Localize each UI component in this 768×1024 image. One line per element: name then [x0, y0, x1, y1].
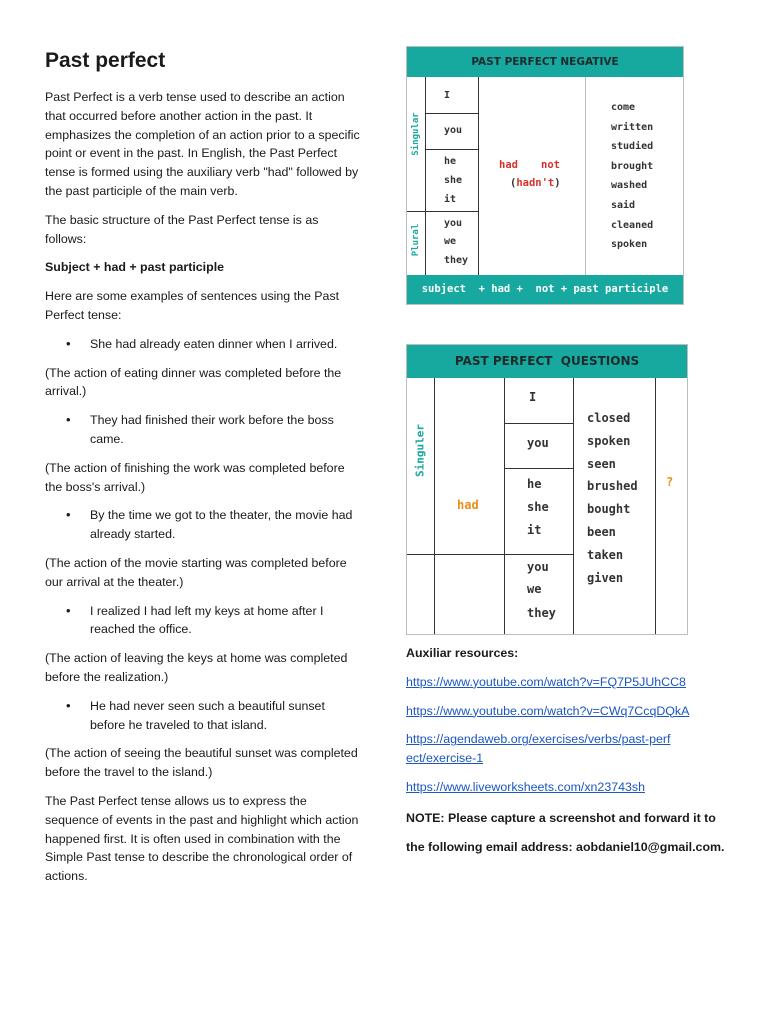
- verb: washed: [611, 180, 648, 192]
- intro-paragraph: Past Perfect is a verb tense used to describe an action that occurred before another action in the past. It emphasizes the completion of an action prior to a specific point or event in the past. In English, the Past Perfect tense is formed using the auxiliary verb "had" followed by the past participle of the main verb.: [45, 90, 360, 198]
- example-sentence: • By the time we got to the theater, the movie had already started.: [45, 506, 363, 544]
- subject-you-plural: you: [527, 560, 549, 574]
- verb-list: [611, 98, 653, 255]
- verb: cleaned: [611, 219, 654, 231]
- resource-link-1[interactable]: https://www.youtube.com/watch?v=FQ7P5JUhCC8: [406, 674, 686, 689]
- subject-we: we: [444, 236, 457, 247]
- example-list-1: [45, 335, 363, 354]
- subject-they: they: [444, 255, 469, 266]
- examples-intro: Here are some examples of sentences using the Past Perfect tense:: [45, 289, 340, 322]
- negative-table-header: PAST PERFECT NEGATIVE: [407, 47, 683, 77]
- resources-section: [406, 644, 736, 856]
- verb: studied: [611, 141, 654, 153]
- structure-intro: The basic structure of the Past Perfect tense is as follows:: [45, 212, 319, 246]
- verb: spoken: [587, 433, 631, 448]
- verb: given: [587, 570, 624, 585]
- example-explanation: (The action of finishing the work was completed before the boss's arrival.): [45, 460, 345, 494]
- example-explanation: (The action of seeing the beautiful sunset was completed before the travel to the island.): [45, 746, 358, 780]
- singular-label: Singular: [411, 112, 421, 156]
- verb: written: [611, 121, 654, 133]
- example-explanation: (The action of the movie starting was completed before our arrival at the theater.): [45, 555, 347, 589]
- subject-it: it: [444, 194, 457, 205]
- example-sentence: • I realized I had left my keys at home after I reached the office.: [45, 602, 363, 640]
- example-list-3: [45, 506, 363, 544]
- questions-table-header: PAST PERFECT QUESTIONS: [407, 345, 687, 378]
- subject-you: you: [527, 436, 549, 450]
- subject-she: she: [527, 500, 549, 514]
- note-line-2: the following email address: aobdaniel10@gmail.com.: [406, 839, 725, 854]
- verb: been: [587, 524, 616, 539]
- note-line-1: NOTE: Please capture a screenshot and forward it to: [406, 810, 716, 825]
- subject-they: they: [527, 606, 556, 620]
- verb: come: [611, 102, 636, 113]
- subject-i: I: [529, 390, 537, 404]
- verb: taken: [587, 547, 624, 562]
- subject-we: we: [527, 582, 542, 596]
- subject-he: he: [444, 156, 457, 167]
- subject-you-plural: you: [444, 218, 463, 229]
- questions-table: [406, 344, 688, 635]
- verb: bought: [587, 502, 631, 517]
- subject-you: you: [444, 125, 463, 136]
- negative-table-footer: subject + had + not + past participle: [407, 275, 683, 304]
- singular-label: Singuler: [413, 424, 427, 477]
- verb: brought: [611, 160, 654, 172]
- verb-list: [587, 407, 638, 589]
- page-title: Past perfect: [45, 49, 166, 72]
- example-explanation: (The action of eating dinner was completed before the arrival.): [45, 365, 342, 399]
- example-explanation: (The action of leaving the keys at home was completed before the realization.): [45, 651, 348, 684]
- verb: closed: [587, 411, 631, 425]
- negative-table: [406, 46, 684, 305]
- question-mark: ?: [666, 475, 674, 489]
- verb: spoken: [611, 239, 648, 251]
- subject-i: I: [444, 90, 451, 101]
- aux-had: had: [457, 498, 479, 512]
- plural-label: Plural: [411, 223, 421, 257]
- subject-she: she: [444, 175, 463, 186]
- example-sentence: • He had never seen such a beautiful sunset before he traveled to that island.: [45, 697, 363, 735]
- resource-link-2[interactable]: https://www.youtube.com/watch?v=CWq7CcqDQkA: [406, 703, 690, 718]
- example-list-4: [45, 602, 363, 640]
- conclusion-paragraph: The Past Perfect tense allows us to express the sequence of events in the past and highlight which action happened first. It is often used in combination with the Simple Past tense to describe the chronological order of actions.: [45, 793, 359, 884]
- resource-link-3[interactable]: https://agendaweb.org/exercises/verbs/past-perfect/exercise-1: [406, 732, 671, 766]
- verb: said: [611, 199, 636, 211]
- structure-formula: Subject + had + past participle: [45, 260, 225, 275]
- example-sentence: • They had finished their work before the boss came.: [45, 411, 363, 449]
- article: [45, 48, 363, 896]
- aux-had: had: [499, 159, 518, 171]
- verb: seen: [587, 456, 616, 471]
- resource-link-4[interactable]: https://www.liveworksheets.com/xn23743sh: [406, 779, 645, 794]
- verb: brushed: [587, 479, 638, 494]
- contraction: (hadn't): [510, 177, 561, 189]
- negation-not: not: [541, 159, 560, 171]
- example-sentence: • She had already eaten dinner when I arrived.: [45, 335, 363, 354]
- subject-it: it: [527, 523, 542, 537]
- example-list-5: [45, 697, 363, 735]
- subject-he: he: [527, 477, 542, 491]
- resources-title: Auxiliar resources:: [406, 646, 519, 660]
- example-list-2: [45, 411, 363, 449]
